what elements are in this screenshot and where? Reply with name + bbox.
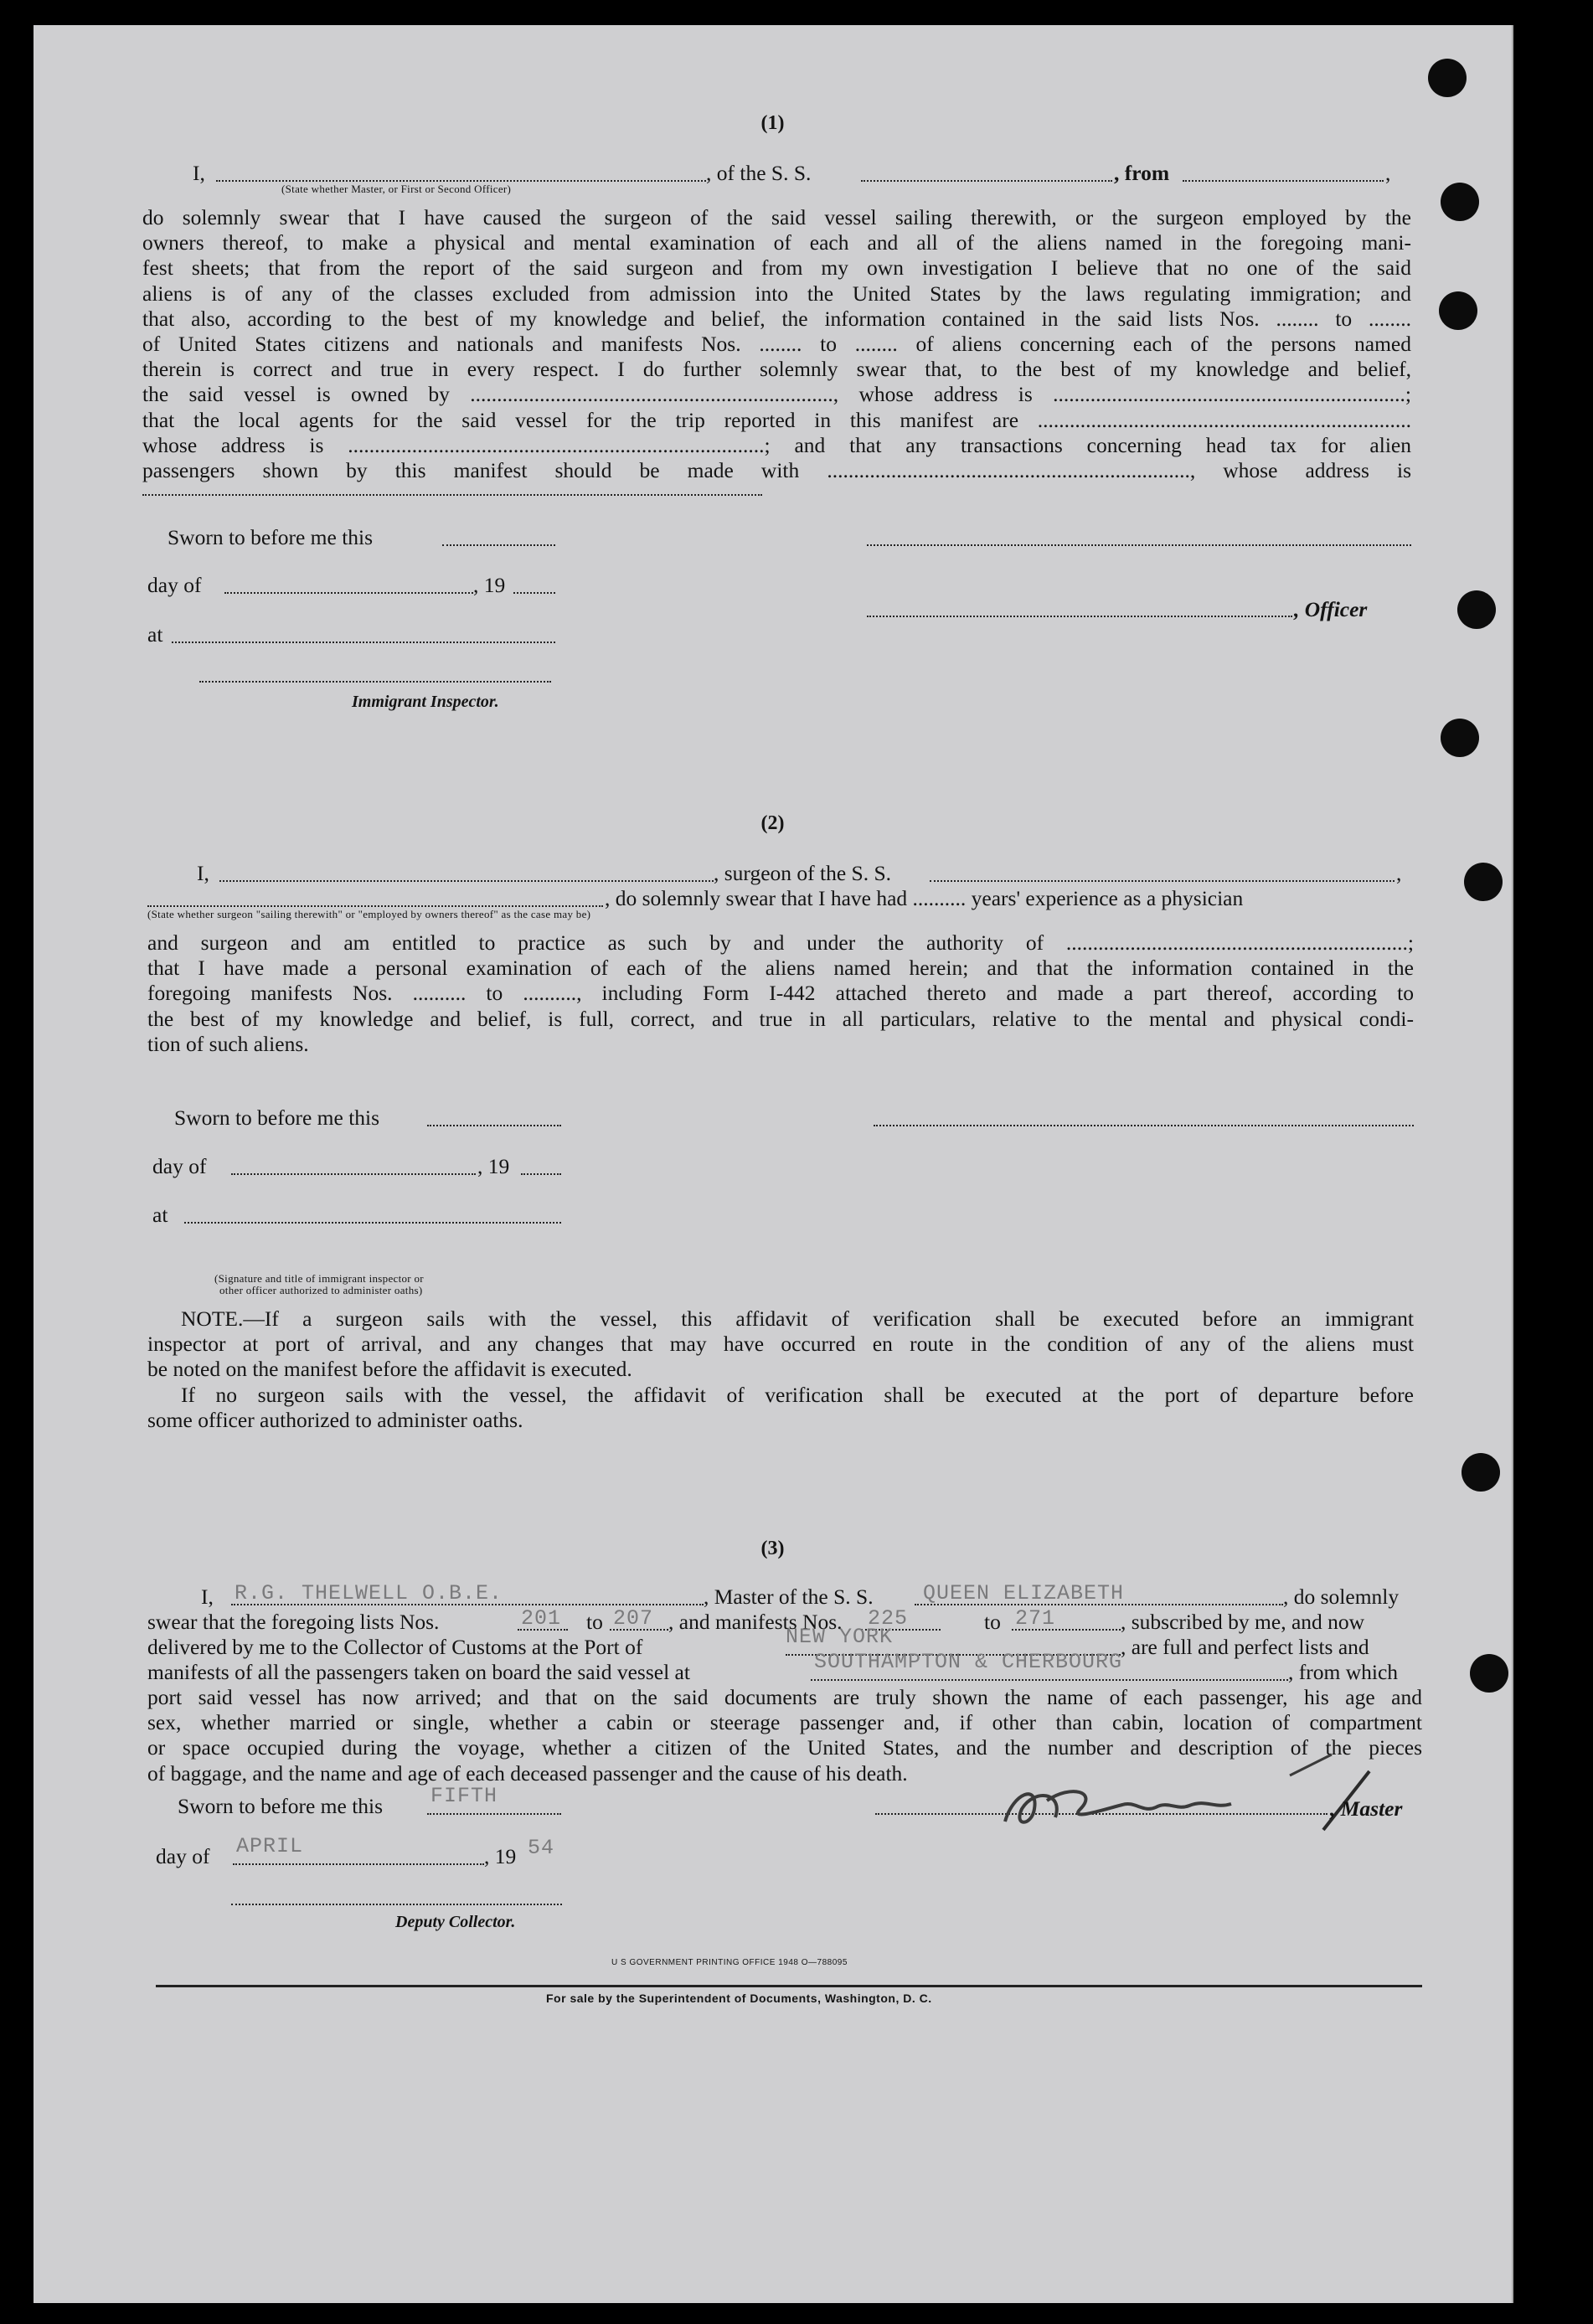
s1-officer-label: , Officer [1294, 597, 1368, 621]
s2-line: tion of such aliens. [147, 1031, 309, 1056]
s1-I: I, [193, 161, 205, 185]
s1-line: that also, according to the best of my knowledge and belief, the information contained in the said lists Nos. ........ to ........ [142, 306, 1411, 331]
s3-line: or space occupied during the voyage, whether a citizen of the United States, and the number and description of the pieces [147, 1735, 1422, 1760]
s3-to: to [586, 1610, 603, 1634]
s3-deputy-label: Deputy Collector. [395, 1913, 516, 1931]
s1-caption: (State whether Master, or First or Second Officer) [281, 183, 512, 195]
s2-day-of: day of [152, 1154, 207, 1178]
s2-ship-field[interactable] [930, 880, 1395, 882]
for-sale-notice: For sale by the Superintendent of Documents, Washington, D. C. [546, 1992, 932, 2005]
s1-line: owners thereof, to make a physical and mental examination of each and all of the aliens named in the foregoing mani- [142, 230, 1411, 255]
s2-sig-caption-2: other officer authorized to administer oaths) [219, 1284, 423, 1296]
s2-surgeon-type-field[interactable] [147, 905, 603, 907]
s2-day-field[interactable] [231, 1173, 476, 1175]
s2-line: that I have made a personal examination of each of the aliens named herein; and that the information contained in the [147, 956, 1414, 981]
s2-note-line: NOTE.—If a surgeon sails with the vessel, this affidavit of verification shall be executed before an immigrant [181, 1306, 1414, 1331]
s3-port[interactable]: NEW YORK [786, 1625, 894, 1649]
s1-line: that the local agents for the said vessel for the trip reported in this manifest are ...................................................................... [142, 407, 1411, 432]
s2-year-field[interactable] [521, 1173, 561, 1175]
s3-master-name[interactable]: R.G. THELWELL O.B.E. [235, 1581, 503, 1605]
s1-line: passengers shown by this manifest should be made with ...................................................................., whose address is [142, 458, 1411, 483]
binder-hole-icon [1439, 291, 1477, 330]
s2-note-line: inspector at port of arrival, and any changes that may have occurred en route in the condition of any of the aliens must [147, 1332, 1414, 1357]
s1-year: , 19 [473, 573, 506, 597]
s1-ship-field[interactable] [861, 180, 1112, 182]
s3-sworn-day[interactable]: FIFTH [430, 1784, 498, 1808]
binder-hole-icon [1428, 59, 1467, 97]
s3-and-manifests: , and manifests Nos. [668, 1610, 843, 1634]
s1-officer-title-field[interactable] [216, 180, 706, 182]
bottom-rule [156, 1985, 1422, 1987]
s2-sworn-field[interactable] [427, 1125, 561, 1126]
s2-line2: , do solemnly swear that I have had .......... years' experience as a physician [605, 886, 1244, 910]
s1-at-field[interactable] [172, 642, 555, 643]
s3-line: sex, whether married or single, whether a cabin or steerage passenger and, if other than cabin, location of compartment [147, 1710, 1422, 1735]
s1-inspector-label: Immigrant Inspector. [352, 693, 499, 711]
s3-ship[interactable]: QUEEN ELIZABETH [923, 1581, 1125, 1605]
s1-line: whose address is ..............................................................................; and that any transactions concerning head tax for alien [142, 432, 1411, 457]
printing-office: U S GOVERNMENT PRINTING OFFICE 1948 O—788095 [611, 1958, 848, 1967]
s3-man-to[interactable]: 271 [1015, 1606, 1056, 1631]
s1-from-field[interactable] [1183, 180, 1384, 182]
s2-year: , 19 [477, 1154, 510, 1178]
s2-note2-line: some officer authorized to administer oaths. [147, 1407, 523, 1432]
s1-sworn-label: Sworn to before me this [168, 525, 374, 549]
s3-master-of: , Master of the S. S. [704, 1585, 874, 1609]
s3-man-from[interactable]: 225 [868, 1606, 909, 1631]
s2-line: the best of my knowledge and belief, is full, correct, and true in all particulars, relative to the mental and physical condi- [147, 1006, 1414, 1031]
s2-comma: , [1396, 861, 1402, 885]
s1-of-ss: , of the S. S. [706, 161, 812, 185]
s3-swear-lists: swear that the foregoing lists Nos. [147, 1610, 440, 1634]
s3-from-which: , from which [1288, 1660, 1399, 1684]
s2-caption: (State whether surgeon "sailing therewith" or "employed by owners thereof" as the case may be) [147, 908, 591, 920]
s1-oath-paragraph [142, 205, 1411, 483]
binder-hole-icon [1457, 590, 1496, 629]
s2-oath-paragraph [147, 930, 1414, 1057]
s1-line: fest sheets; that from the report of the said surgeon and from my own investigation I believe that no one of the said [142, 255, 1411, 281]
s1-line: the said vessel is owned by ...................................................................., whose address is ..................................................................; [142, 382, 1411, 407]
s3-day-of: day of [156, 1844, 210, 1868]
s3-sworn-day-line [427, 1813, 561, 1815]
s3-line: of baggage, and the name and age of each deceased passenger and the cause of his death. [147, 1760, 908, 1786]
s1-inspector-field[interactable] [199, 681, 551, 683]
s3-departure[interactable]: SOUTHAMPTON & CHERBOURG [814, 1650, 1123, 1674]
s2-signature-field[interactable] [874, 1125, 1414, 1126]
s2-sig-caption-1: (Signature and title of immigrant inspector or [214, 1272, 424, 1285]
binder-hole-icon [1464, 863, 1503, 901]
s2-I: I, [197, 861, 209, 885]
section-1-number: (1) [760, 112, 785, 134]
s3-master-label: , Master [1330, 1796, 1403, 1821]
binder-hole-icon [1441, 719, 1479, 757]
s3-I: I, [201, 1585, 214, 1609]
s1-at: at [147, 622, 163, 647]
s1-line: aliens is of any of the classes excluded from admission into the United States by the laws regulating immigration; and [142, 281, 1411, 306]
s3-sworn-label: Sworn to before me this [178, 1794, 384, 1818]
s3-year-prefix: , 19 [484, 1844, 517, 1868]
s3-list-to[interactable]: 207 [613, 1606, 654, 1631]
section-3-number: (3) [760, 1538, 785, 1559]
s3-do-solemnly: , do solemnly [1283, 1585, 1400, 1609]
s1-day-field[interactable] [224, 592, 473, 594]
s1-day-of: day of [147, 573, 202, 597]
s3-line: port said vessel has now arrived; and that on the said documents are truly shown the name of each passenger, his age and [147, 1685, 1422, 1709]
s2-surgeon-name-field[interactable] [219, 880, 714, 882]
s2-at: at [152, 1203, 168, 1227]
s3-departure-line [811, 1679, 1288, 1681]
s3-to-2: to [984, 1610, 1001, 1634]
s2-sworn-label: Sworn to before me this [174, 1105, 380, 1130]
s3-are-full: , are full and perfect lists and [1121, 1635, 1369, 1659]
binder-hole-icon [1441, 183, 1479, 221]
s2-line: and surgeon and am entitled to practice as such by and under the authority of ................................................................; [147, 930, 1414, 955]
s3-year-suffix[interactable]: 54 [528, 1836, 555, 1860]
s2-note [147, 1306, 1414, 1433]
s1-line: of United States citizens and nationals and manifests Nos. ........ to ........ of aliens concerning each of the persons named [142, 332, 1411, 357]
s3-manifests-all: manifests of all the passengers taken on board the said vessel at [147, 1660, 690, 1684]
form-page [34, 25, 1513, 2303]
s1-from: , from [1114, 161, 1170, 185]
s2-note-line: be noted on the manifest before the affidavit is executed. [147, 1357, 632, 1382]
s2-surgeon-of: , surgeon of the S. S. [714, 861, 892, 885]
s1-comma: , [1385, 161, 1391, 185]
section-2-number: (2) [760, 812, 785, 834]
s2-line: foregoing manifests Nos. .......... to .........., including Form I-442 attached thereto and made a part thereof, according to [147, 981, 1414, 1006]
s1-year-field[interactable] [513, 592, 555, 594]
s3-delivered: delivered by me to the Collector of Customs at the Port of [147, 1635, 643, 1659]
s1-address-field[interactable] [142, 494, 762, 496]
s1-sworn-field[interactable] [442, 544, 555, 546]
s1-line: do solemnly swear that I have caused the surgeon of the said vessel sailing therewith, or the surgeon employed by the [142, 205, 1411, 229]
s3-month-line [233, 1863, 484, 1865]
s3-list-from[interactable]: 201 [521, 1606, 562, 1631]
s2-at-field[interactable] [184, 1222, 561, 1224]
binder-hole-icon [1462, 1453, 1500, 1492]
s1-signature-field[interactable] [867, 544, 1411, 546]
s3-deputy-line [231, 1904, 562, 1905]
s1-officer-field[interactable] [867, 616, 1292, 617]
s3-subscribed: , subscribed by me, and now [1121, 1610, 1365, 1634]
binder-hole-icon [1470, 1654, 1508, 1693]
s1-line: therein is correct and true in every respect. I do further solemnly swear that, to the best of my knowledge and belief, [142, 357, 1411, 382]
s2-note2-line: If no surgeon sails with the vessel, the affidavit of verification shall be executed at the port of departure before [181, 1382, 1414, 1407]
s3-month[interactable]: APRIL [236, 1834, 304, 1858]
